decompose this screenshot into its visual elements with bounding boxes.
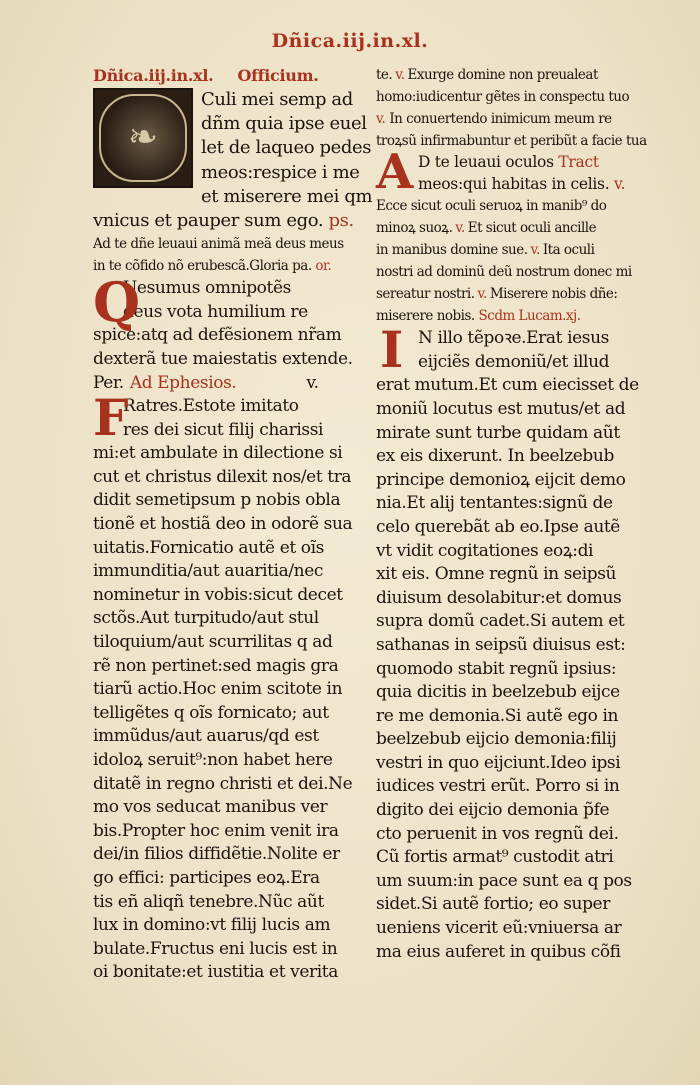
- text-line: tis eñ aliqñ tenebre.Nũc aũt: [93, 891, 324, 912]
- gospel-block: [376, 320, 644, 964]
- text-line: spice:atq ad defẽsionem nr̃am: [93, 325, 342, 346]
- text-line: Uesumus omnipotẽs: [123, 278, 291, 299]
- text-line: [376, 64, 644, 86]
- text-span: vnicus et pauper sum ego.: [93, 209, 324, 231]
- text-span: Et sicut oculi ancille: [467, 220, 597, 237]
- text-line: tiarũ actio.Hoc enim scitote in: [93, 679, 343, 700]
- text-line: meos:respice i me: [201, 161, 360, 183]
- text-line: idoloꝝ seruit⁹:non habet here: [93, 750, 333, 770]
- text-line: [93, 372, 355, 396]
- text-span: Per.: [93, 372, 124, 393]
- text-line: sathanas in seipsũ diuisus est:: [376, 634, 626, 655]
- tract-label: Tract: [558, 153, 599, 171]
- text-line: telligẽtes q oĩs fornicato; aut: [93, 702, 329, 723]
- text-line: mirate sunt turbe quidam aũt: [376, 422, 620, 443]
- text-line: um suum:in pace sunt ea q pos: [376, 870, 632, 891]
- text-line: uitatis.Fornicatio autẽ et oĩs: [93, 537, 324, 558]
- text-line: mi:et ambulate in dilectione si: [93, 443, 343, 464]
- text-line: iudices vestri erũt. Porro si in: [376, 776, 620, 797]
- verse-marker: v.: [613, 174, 626, 193]
- text-line: lux in domino:vt filij lucis am: [93, 915, 331, 936]
- text-line: eijciẽs demoniũ/et illud: [418, 351, 610, 372]
- heading-day: Dñica.iij.in.xl.: [93, 66, 214, 85]
- text-line: principe demonioꝝ eijcit demo: [376, 469, 626, 490]
- text-line: immunditia/aut auaritia/nec: [93, 561, 323, 582]
- text-span: te.: [376, 67, 393, 83]
- text-line: digito dei eijcio demonia p̃fe: [376, 800, 610, 821]
- text-line: dei/in filios diffidẽtie.Nolite er: [93, 844, 340, 865]
- text-line: bulate.Fructus eni lucis est in: [93, 938, 338, 959]
- text-line: oi bonitate:et iustitia et verita: [93, 962, 338, 983]
- left-column: [93, 64, 373, 985]
- text-line: re me demonia.Si autẽ ego in: [376, 705, 619, 726]
- text-line: erat mutum.Et cum eiecisset de: [376, 375, 639, 396]
- text-line: nia.Et alij tentantes:signũ de: [376, 493, 613, 514]
- verse-marker: v.: [395, 67, 405, 83]
- woodcut-initial: [93, 88, 193, 188]
- text-line: [376, 283, 644, 305]
- text-line: sidet.Si autẽ fortio; eo super: [376, 894, 610, 915]
- text-line: ex eis dixerunt. In beelzebub: [376, 446, 614, 467]
- initial-frame: [99, 94, 187, 182]
- text-line: [376, 174, 644, 196]
- epistle-block: [93, 388, 355, 985]
- text-span: Ita oculi: [542, 242, 595, 259]
- text-line: dñm quia ipse euel: [201, 113, 367, 135]
- text-line: nominetur in vobis:sicut decet: [93, 584, 343, 605]
- initial-q: Q: [93, 270, 141, 335]
- text-line: ma eius auferet in quibus cõfi: [376, 941, 621, 962]
- text-line: celo querebãt ab eo.Ipse autẽ: [376, 516, 620, 537]
- text-span: meos:qui habitas in celis.: [418, 174, 610, 193]
- text-line: moniũ locutus est mutus/et ad: [376, 398, 626, 419]
- text-span: in te cõfido nõ erubescã.Gloria pa.: [93, 258, 312, 275]
- text-line: go effici: participes eoꝝ.Era: [93, 867, 320, 888]
- oratio-marker: or.: [315, 258, 332, 275]
- text-line: tionẽ et hostiã deo in odorẽ sua: [93, 514, 353, 535]
- text-line: dexterã tue maiestatis extende.: [93, 348, 353, 369]
- text-line: res dei sicut filij charissi: [123, 419, 324, 440]
- text-span: sereatur nostri.: [376, 286, 475, 303]
- text-line: N illo tẽpoꝛe.Erat iesus: [418, 328, 609, 349]
- text-line: [376, 305, 644, 327]
- verse-marker: v.: [306, 372, 319, 393]
- text-line: immũdus/aut auarus/qd est: [93, 726, 319, 747]
- text-line: ueniens vicerit eũ:vniuersa ar: [376, 918, 622, 939]
- text-line: [93, 209, 355, 233]
- initial-f: F: [93, 388, 129, 448]
- text-line: mo vos seducat manibus ver: [93, 797, 328, 818]
- text-line: quia dicitis in beelzebub eijce: [376, 682, 620, 703]
- text-line: beelzebub eijcio demonia:filij: [376, 729, 617, 750]
- text-line: cut et christus dilexit nos/et tra: [93, 466, 352, 487]
- verse-marker: v.: [530, 242, 540, 259]
- text-span: in manibus domine sue.: [376, 242, 528, 259]
- text-line: supra domũ cadet.Si autem et: [376, 611, 625, 632]
- text-line: didit semetipsum p nobis obla: [93, 490, 341, 511]
- text-line: let de laqueo pedes: [201, 137, 372, 159]
- collect-block: [93, 270, 355, 395]
- text-span: Miserere nobis dñe:: [489, 286, 618, 303]
- text-line: [376, 152, 644, 174]
- text-line: Culi mei semp ad: [201, 89, 353, 110]
- running-head: Dñica.iij.in.xl.: [271, 30, 429, 52]
- text-line: bis.Propter hoc enim venit ira: [93, 820, 339, 841]
- text-line: Ecce sicut oculi seruoꝝ in manib⁹ do: [376, 198, 607, 215]
- text-span: Exurge domine non preualeat: [407, 67, 598, 83]
- text-line: Ad te dñe leuaui animã meã deus meus: [93, 236, 344, 253]
- text-line: [376, 217, 644, 239]
- section-heading: [93, 64, 355, 88]
- text-line: xit eis. Omne regnũ in seipsũ: [376, 564, 617, 585]
- text-line: [376, 239, 644, 261]
- text-line: vt vidit cogitationes eoꝝ:di: [376, 540, 594, 561]
- verse-marker: v.: [477, 286, 487, 303]
- text-line: et miserere mei qm: [201, 185, 373, 207]
- tract-block: [376, 144, 644, 200]
- text-line: nostri ad dominũ deũ nostrum donec mi: [376, 264, 632, 281]
- text-span: In conuertendo inimicum meum re: [389, 111, 612, 127]
- text-line: ditatẽ in regno christi et dei.Ne: [93, 773, 353, 794]
- heading-section: Officium.: [237, 66, 319, 85]
- epistle-heading: Ad Ephesios.: [129, 372, 237, 393]
- text-line: homo:iudicentur gẽtes in conspectu tuo: [376, 89, 630, 105]
- verse-marker: v.: [455, 220, 465, 237]
- text-line: tiloquium/aut scurrilitas q ad: [93, 632, 333, 653]
- text-line: [376, 108, 644, 130]
- text-line: Cũ fortis armat⁹ custodit atri: [376, 847, 614, 868]
- text-line: diuisum desolabitur:et domus: [376, 587, 622, 608]
- text-line: quomodo stabit regnũ ipsius:: [376, 658, 617, 679]
- text-line: Ratres.Estote imitato: [123, 396, 299, 417]
- right-column: [376, 64, 647, 964]
- text-line: sctõs.Aut turpitudo/aut stul: [93, 608, 319, 629]
- text-span: minoꝝ suoꝝ.: [376, 220, 453, 237]
- introit-block: [93, 88, 373, 277]
- text-line: deus vota humilium re: [123, 301, 308, 322]
- text-span: miserere nobis.: [376, 308, 475, 325]
- text-line: cto peruenit in vos regnũ dei.: [376, 823, 619, 844]
- text-line: rẽ non pertinet:sed magis gra: [93, 655, 339, 676]
- gospel-heading: Scdm Lucam.xj.: [478, 308, 581, 325]
- text-line: troꝝsũ infirmabuntur et peribũt a facie tua: [376, 133, 647, 149]
- initial-a: A: [376, 144, 414, 200]
- text-line: vestri in quo eijciunt.Ideo ipsi: [376, 752, 621, 773]
- text-span: D te leuaui oculos: [418, 153, 554, 171]
- psalm-marker: ps.: [328, 209, 354, 231]
- initial-i: I: [380, 320, 404, 380]
- verse-marker: v.: [376, 111, 386, 127]
- bird-woodcut-initial-icon: ❧: [127, 117, 159, 158]
